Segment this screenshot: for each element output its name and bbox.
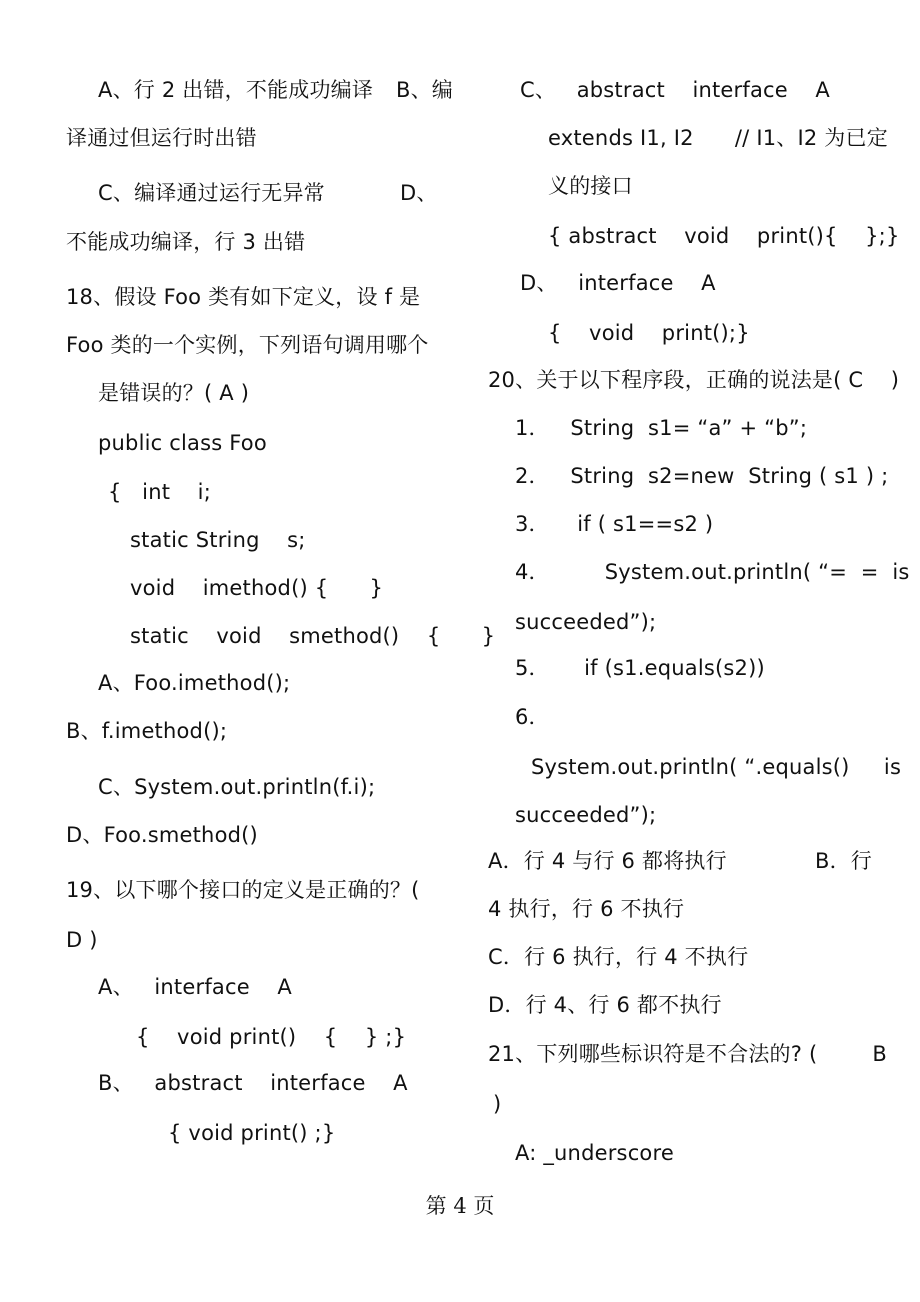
q21-question-line-2: ) — [493, 1092, 502, 1116]
q18-option-b: B、f.imethod(); — [66, 719, 228, 743]
q19-option-b-code: { void print() ;} — [168, 1121, 336, 1145]
q21-question-line-1: 21、下列哪些标识符是不合法的? ( B — [488, 1042, 887, 1066]
q19-option-c-code-1: extends I1, I2 // I1、I2 为已定 — [548, 126, 888, 150]
q19-option-d: D、 interface A — [520, 271, 716, 295]
q18-code-line-4: void imethod() { } — [130, 576, 384, 600]
q20-code-line-6-body: System.out.println( “.equals() is — [531, 755, 902, 779]
q20-question: 20、关于以下程序段，正确的说法是( C ) — [488, 368, 900, 392]
q17-option-b-start: B、编 — [396, 78, 454, 102]
q18-code-line-2: { int i; — [108, 480, 211, 504]
q18-option-c: C、System.out.println(f.i); — [98, 775, 376, 799]
q21-option-a: A: _underscore — [515, 1141, 674, 1165]
q20-code-line-6-cont: succeeded”); — [515, 803, 657, 827]
q18-code-line-1: public class Foo — [98, 431, 267, 455]
q20-option-c: C．行 6 执行，行 4 不执行 — [488, 945, 749, 969]
q20-code-line-5: 5． if (s1.equals(s2)) — [515, 656, 765, 680]
q18-option-d: D、Foo.smethod() — [66, 823, 258, 847]
q20-option-a: A．行 4 与行 6 都将执行 — [488, 849, 727, 873]
q19-option-a-code: { void print() { } ;} — [136, 1025, 407, 1049]
q19-option-b: B、 abstract interface A — [98, 1071, 408, 1095]
q20-code-line-1: 1． String s1= “a” + “b”; — [515, 416, 808, 440]
q19-option-d-code: { void print();} — [548, 321, 750, 345]
q17-option-b-cont: 译通过但运行时出错 — [66, 126, 257, 150]
q19-question-line-1: 19、以下哪个接口的定义是正确的？( — [66, 878, 420, 902]
q18-question-line-3: 是错误的？( A ) — [98, 381, 250, 405]
q20-code-line-2: 2． String s2=new String ( s1 ) ; — [515, 464, 889, 488]
page-number: 第 4 页 — [425, 1194, 495, 1218]
q20-option-d: D．行 4、行 6 都不执行 — [488, 993, 722, 1017]
q20-code-line-4: 4． System.out.println( “= = is — [515, 560, 910, 584]
q17-option-c: C、编译通过运行无异常 — [98, 181, 325, 205]
q20-code-line-6: 6． — [515, 705, 550, 729]
q17-option-a: A、行 2 出错，不能成功编译 — [98, 78, 374, 102]
q19-option-a: A、 interface A — [98, 975, 292, 999]
q18-question-line-1: 18、假设 Foo 类有如下定义，设 f 是 — [66, 285, 421, 309]
q18-code-line-5: static void smethod() { } — [130, 624, 496, 648]
q18-code-line-3: static String s; — [130, 528, 306, 552]
q19-question-line-2: D ) — [66, 928, 98, 952]
q20-code-line-3: 3． if ( s1==s2 ) — [515, 512, 714, 536]
q19-option-c: C、 abstract interface A — [520, 78, 830, 102]
q20-code-line-4-cont: succeeded”); — [515, 610, 657, 634]
q20-option-b-start: B．行 — [815, 849, 873, 873]
q18-question-line-2: Foo 类的一个实例，下列语句调用哪个 — [66, 333, 429, 357]
q18-option-a: A、Foo.imethod(); — [98, 671, 291, 695]
q19-option-c-code-3: { abstract void print(){ };} — [548, 224, 900, 248]
q17-option-d-cont: 不能成功编译，行 3 出错 — [66, 230, 306, 254]
q17-option-d-start: D、 — [400, 181, 438, 205]
q20-option-b-cont: 4 执行，行 6 不执行 — [488, 897, 685, 921]
q19-option-c-code-2: 义的接口 — [548, 174, 633, 198]
